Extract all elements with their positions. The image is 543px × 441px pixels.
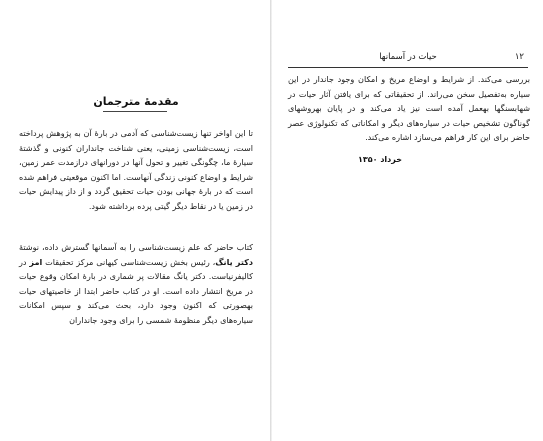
running-header	[288, 52, 528, 66]
book-paragraph	[19, 240, 253, 328]
left-page	[0, 0, 271, 441]
header-rule	[288, 67, 528, 68]
right-page	[272, 0, 543, 441]
paragraph-mid-text: ، رئیس بخش زیست‌شناسی کیهانی مرکز تحقیقات	[45, 256, 216, 267]
continued-paragraph: بررسی می‌کند. از شرایط و اوضاع مریخ و امکان وجود جاندار در این سیاره به‌تفصیل سخن می‌راند. از تحقیقاتی که برای یافتن آثار حیات در شهابسنگها بهعمل آمده است نیز یاد می‌کند و در پایان بهروشهای گوناگون تشخیص حیات در سیاره‌های دیگر و امکاناتی که تکنولوژی عصر حاضر برای این کار فراهم می‌سازد اشاره می‌کند.	[288, 74, 530, 143]
paragraph-intro-text: کتاب حاضر که علم زیست‌شناسی را به آسمانها گسترش داده، نوشتهٔ	[19, 242, 253, 252]
author-name: دکتر یانگ	[215, 256, 253, 267]
intro-paragraph: تا این اواخر تنها زیست‌شناسی که آدمی در بارهٔ آن به پژوهش پرداخته است، زیست‌شناسی زمینی، یعنی شناخت جانداران کنونی و گذشتهٔ سیارهٔ ما، چگونگی تغییر و تحول آنها در دورانهای درازمدت عمر زمین، شرایط و اوضاع کنونی زندگی آنهاست. اما اکنون موقعیتی فراهم شده است که در بارهٔ جهانی بودن حیات تحقیق گردد و از داز پیدایش حیات در زمین یا در نقاط دیگر گیتی پرده برداشته شود.	[19, 128, 253, 211]
running-title: حیات در آسمانها	[379, 52, 437, 62]
section-heading: مقدمهٔ مترجمان	[93, 95, 179, 108]
paragraph-rest-text: در کالیفرنیاست. دکتر یانگ مقالات پر شماری در بارهٔ امکان وقوع حیات در مریخ انتشار داده است. او در کتاب حاضر ابتدا از خاصیتهای حیات بهصورتی که اکنون وجود دارد، بحث می‌کند و سپس امکانات سیاره‌های دیگر منظومهٔ شمسی را برای وجود جانداران	[19, 256, 253, 325]
heading-underline	[103, 111, 167, 112]
research-center-name: امز	[29, 256, 43, 267]
page-number: ۱۲	[514, 52, 524, 62]
translation-date: خرداد ۱۳۵۰	[358, 155, 403, 164]
